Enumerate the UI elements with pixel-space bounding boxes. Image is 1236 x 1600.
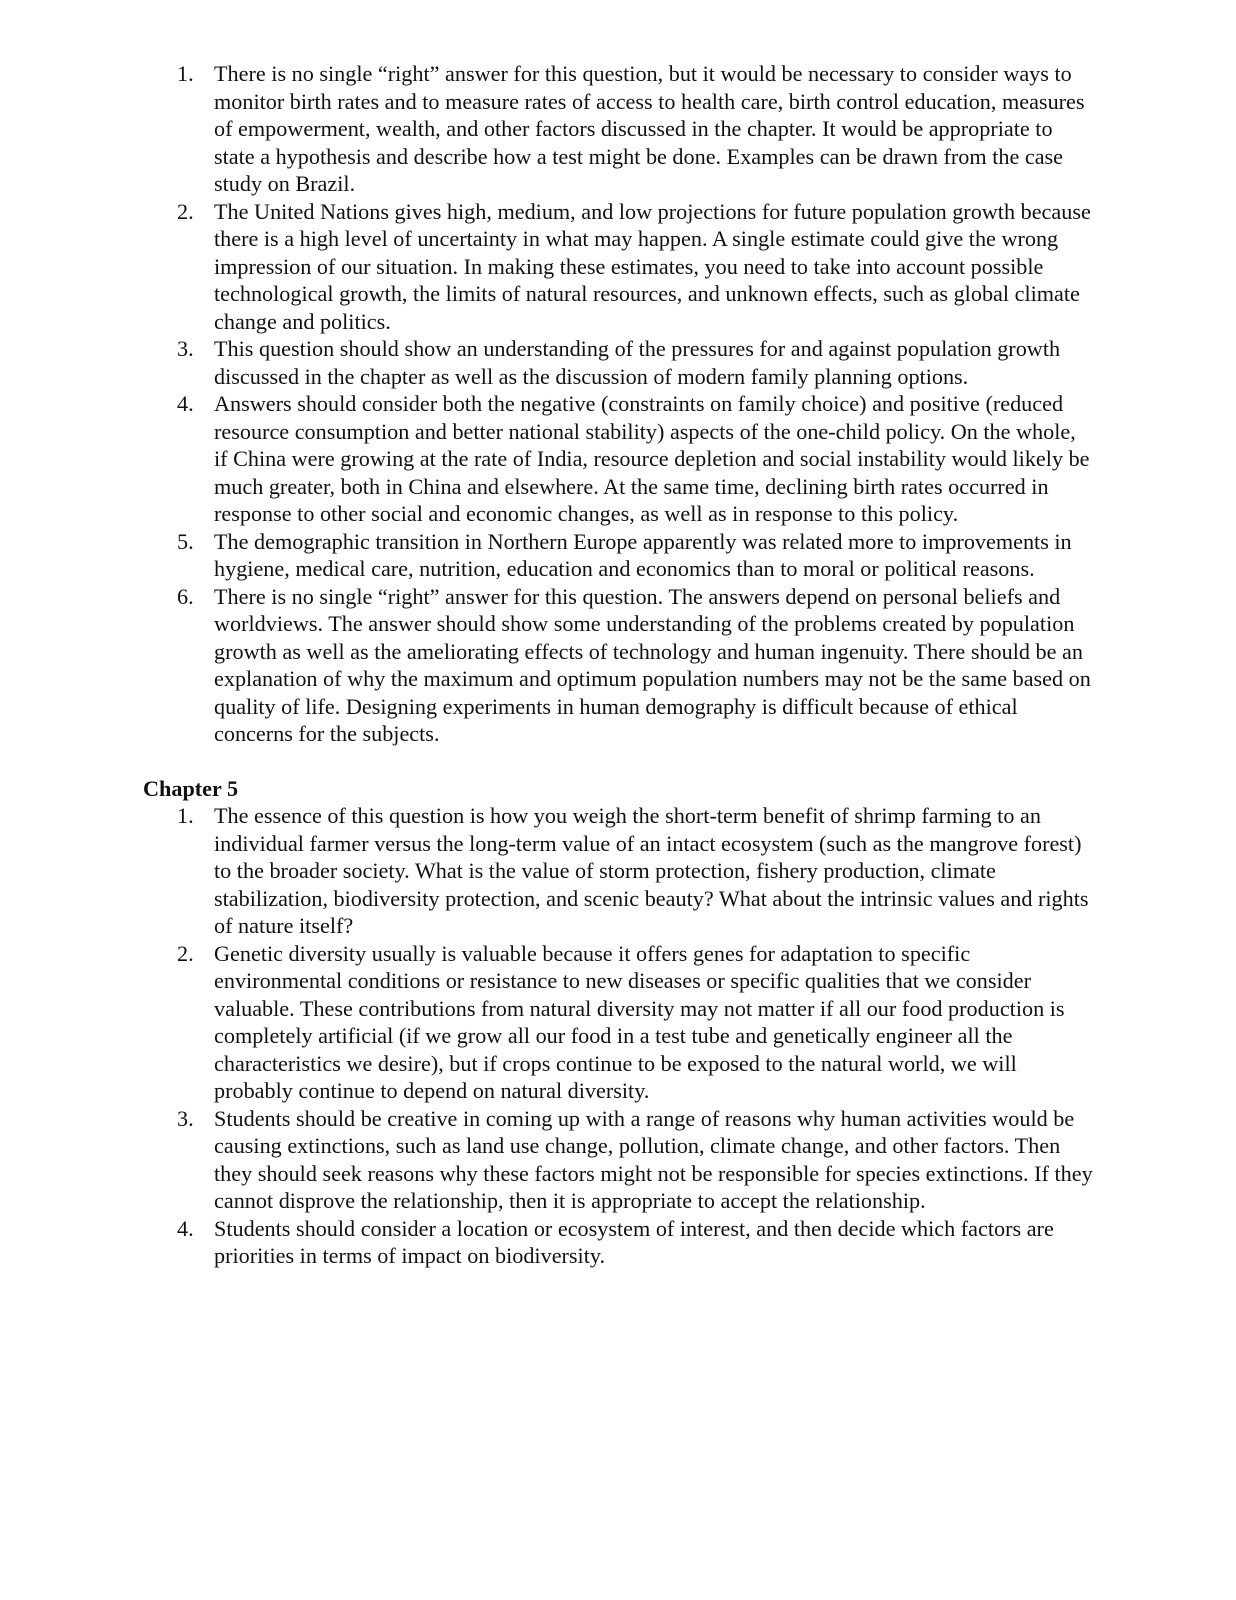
item-number: 4.: [177, 391, 194, 416]
list-item: [143, 335, 1093, 390]
item-number: 3.: [177, 336, 194, 361]
list-item: [143, 1215, 1093, 1270]
item-number: 5.: [177, 528, 194, 554]
item-text: This question should show an understanding of the pressures for and against population growth discussed in the chapter as well as the discussion of modern family planning options.: [214, 336, 1061, 389]
item-text: Students should consider a location or ecosystem of interest, and then decide which factors are priorities in terms of impact on biodiversity.: [214, 1215, 1054, 1268]
item-text: The essence of this question is how you weigh the short-term benefit of shrimp farming to an individual farmer versus the long-term value of an intact ecosystem (such as the mangrove forest) to the broader society. What is the value of storm protection, fishery production, climate stabilization, biodiversity protection, and scenic beauty? What about the intrinsic values and rights of nature itself?: [214, 803, 1089, 938]
item-text: There is no single “right” answer for this question, but it would be necessary to consider ways to monitor birth rates and to measure rates of access to health care, birth control education, measures of empowerment, wealth, and other factors discussed in the chapter. It would be appropriate to state a hypothesis and describe how a test might be done. Examples can be drawn from the case study on Brazil.: [214, 61, 1085, 196]
item-text: Students should be creative in coming up with a range of reasons why human activities would be causing extinctions, such as land use change, pollution, climate change, and other factors. Then they should seek reasons why these factors might not be responsible for species extinctions. If they cannot disprove the relationship, then it is appropriate to accept the relationship.: [214, 1105, 1093, 1213]
list-item: [143, 528, 1093, 583]
item-text: The demographic transition in Northern Europe apparently was related more to improvements in hygiene, medical care, nutrition, education and economics than to moral or political reasons.: [214, 528, 1072, 581]
item-text: Genetic diversity usually is valuable because it offers genes for adaptation to specific environmental conditions or resistance to new diseases or specific qualities that we consider valuable. These contributions from natural diversity may not matter if all our food production is completely artificial (if we grow all our food in a test tube and genetically engineer all the characteristics we desire), but if crops continue to be exposed to the natural world, we will probably continue to depend on natural diversity.: [214, 940, 1065, 1103]
item-text: Answers should consider both the negative (constraints on family choice) and positive (reduced resource consumption and better national stability) aspects of the one-child policy. On the whole, if China were growing at the rate of India, resource depletion and social instability would likely be much greater, both in China and elsewhere. At the same time, declining birth rates occurred in response to other social and economic changes, as well as in response to this policy.: [214, 391, 1090, 526]
item-text: There is no single “right” answer for this question. The answers depend on personal beliefs and worldviews. The answer should show some understanding of the problems created by population growth as well as the ameliorating effects of technology and human ingenuity. There should be an explanation of why the maximum and optimum population numbers may not be the same based on quality of life. Designing experiments in human demography is difficult because of ethical concerns for the subjects.: [214, 583, 1091, 746]
list-item: [143, 60, 1093, 198]
item-number: 1.: [177, 803, 194, 828]
list-item: [143, 940, 1093, 1105]
item-number: 2.: [177, 940, 194, 966]
chapter-heading: Chapter 5: [143, 775, 239, 801]
chapter-5-answer-list: [143, 802, 1093, 1270]
item-number: 4.: [177, 1215, 194, 1241]
list-item: [143, 198, 1093, 336]
list-item: [143, 583, 1093, 748]
list-item: [143, 390, 1093, 528]
item-number: 6.: [177, 583, 194, 609]
page-content: [143, 60, 1093, 1270]
item-text: The United Nations gives high, medium, and low projections for future population growth because there is a high level of uncertainty in what may happen. A single estimate could give the wrong impression of our situation. In making these estimates, you need to take into account possible technological growth, the limits of natural resources, and unknown effects, such as global climate change and politics.: [214, 198, 1091, 334]
chapter-4-answer-list: [143, 60, 1093, 748]
list-item: [143, 1105, 1093, 1215]
item-number: 1.: [177, 61, 194, 86]
list-item: [143, 802, 1093, 940]
item-number: 2.: [177, 198, 194, 224]
item-number: 3.: [177, 1105, 194, 1131]
